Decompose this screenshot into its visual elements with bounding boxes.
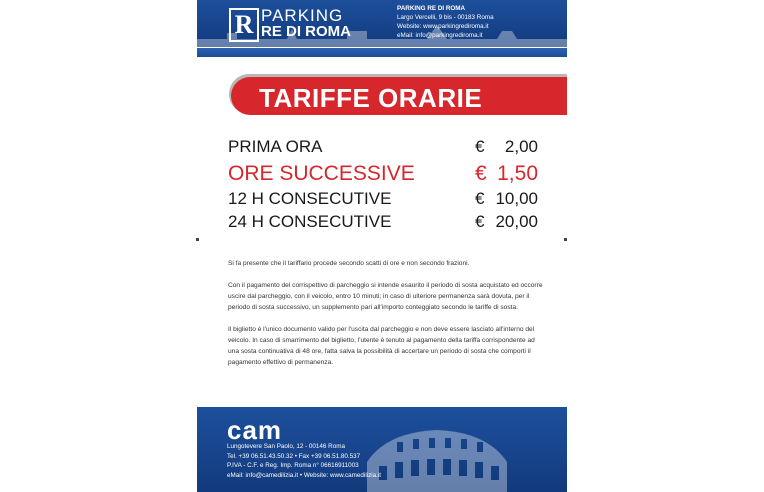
footer-phone: Tel. +39 06.51.43.50.32 • Fax +39 06.51.80.537 [227, 452, 361, 460]
colosseum-decoration [367, 422, 507, 492]
currency-symbol: € [475, 137, 485, 156]
note-paragraph-2: Con il pagamento del corrispettivo di parcheggio si intende esaurito il periodo di sosta acquistato ed occorre uscire dal parcheggio, con il veicolo, entro 10 minuti; in caso di ulteriore permanenza sarà dovuta, per il periodo di sosta successivo, un supplemento pari all'importo conteggiato secondo le tariffe di sosta. [228, 282, 543, 312]
header-address: Largo Vercelli, 9 bis - 00183 Roma [397, 14, 494, 21]
header-stripe [197, 48, 567, 57]
rate-label: 24 H CONSECUTIVE [228, 212, 392, 231]
rate-label: PRIMA ORA [228, 137, 323, 156]
currency-symbol: € [475, 162, 487, 185]
rate-row-following-hours [228, 162, 538, 186]
rate-label: ORE SUCCESSIVE [228, 162, 415, 185]
crop-mark-left [196, 238, 199, 241]
note-paragraph-3: Il biglietto è l'unico documento valido per l'uscita dal parcheggio e non deve essere lasciato all'interno del veicolo. In caso di smarrimento del biglietto, l'utente è tenuto al pagamento della tariffa corrispondente ad una sosta continuativa di 48 ore, fatta salva la possibilità di accertare un periodo di sosta che comporti il pagamento effettivo di permanenza. [228, 326, 535, 367]
header-banner [197, 0, 567, 47]
company-logo: cam [227, 415, 283, 445]
rate-label: 12 H CONSECUTIVE [228, 189, 392, 208]
crop-mark-right [564, 238, 567, 241]
rate-value: 1,50 [497, 162, 538, 185]
footer-banner [197, 407, 567, 492]
logo-letter: R [234, 10, 254, 39]
rate-value: 20,00 [495, 212, 538, 231]
rate-row-first-hour [228, 137, 538, 161]
header-info-title: PARKING RE DI ROMA [397, 5, 466, 12]
page-title: TARIFFE ORARIE [259, 83, 483, 113]
brand-name-line2: RE DI ROMA [261, 23, 351, 40]
logo [229, 8, 259, 42]
footer-vat: P.IVA - C.F. e Reg. Imp. Roma n° 06616911003 [227, 462, 359, 470]
footer-address: Lungotevere San Paolo, 12 - 00146 Roma [227, 443, 345, 450]
rate-row-12h [228, 189, 538, 213]
rate-value: 10,00 [495, 189, 538, 208]
header-website: Website: www.parkingrediroma.it [397, 23, 489, 30]
note-paragraph-1: Si fa presente che il tariffario procede secondo scatti di ore e non secondo frazioni. [228, 260, 470, 267]
footer-contacts: eMail: info@camedilizia.it • Website: www.camedilizia.it [227, 471, 382, 479]
rate-value: 2,00 [504, 137, 538, 156]
header-contact-info [397, 4, 494, 40]
currency-symbol: € [475, 189, 485, 208]
price-sheet [197, 0, 567, 492]
currency-symbol: € [475, 212, 485, 231]
header-email: eMail: info@parkingrediroma.it [397, 32, 483, 39]
footer-contact-info [227, 442, 381, 480]
rate-row-24h [228, 212, 538, 236]
brand-name-line1: PARKING [261, 6, 344, 25]
